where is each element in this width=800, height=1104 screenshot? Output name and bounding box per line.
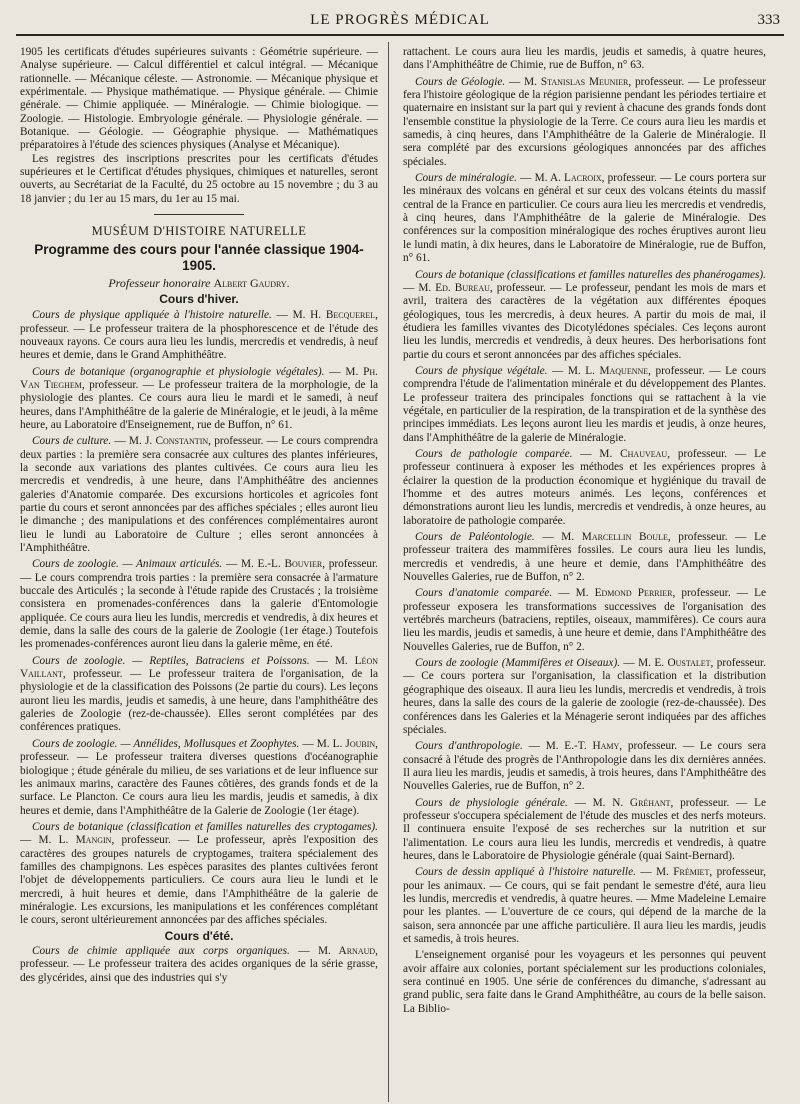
course-text: professeur. — Le professeur traitera diverses questions d'océanographie biologique ; étude générale du milieu, de ses variations et de leur influence sur les animaux marins, caractère des Faunes côtières, des grands fonds et de la surface. Le Plancton. Ce cours aura lieu les mardis, jeudis et samedis, à dix heures et demie, dans l'Amphithéâtre de la Galerie de Zoologie (1er étage).	[20, 751, 378, 817]
page-header	[16, 8, 784, 36]
course-professor: M. Ph. Van Tieghem,	[20, 365, 379, 391]
course-text: professeur. — Le cours portera sur les minéraux des volcans en général et sur ceux des volcans éteints du massif central de la France en particulier. Ce cours aura lieu les mercredis et vendredis, à cinq heures, dans l'Amphithéâtre de la galerie de Minéralogie. Des conférences sur la composition minéralogique des roches éruptives auront lieu le lundi matin, à dix heures, dans le Laboratoire de Minéralogie, rue de Buffon, n° 61.	[403, 172, 766, 265]
course-title: Cours de physique appliquée à l'histoire naturelle.	[32, 309, 272, 322]
course-professor: M. H. Becquerel,	[292, 309, 378, 322]
course-entry: Cours de zoologie. — Animaux articulés. — M. E.-L. Bouvier, professeur. — Le cours comprendra trois parties : la première sera consacrée à l'armature buccale des Articulés ; la seconde à l'étude rapide des Crustacés ; la troisième consistera en promenades-conférences dans la galerie d'Entomologie appliquée. Ce cours aura lieu les lundis, mercredis et vendredis, à dix heures et demie, dans la salle des cours de la galerie de Zoologie (1er étage.) Toutefois les promenades-conférences auront lieu dans la galerie même, en été.	[20, 558, 378, 651]
course-text: professeur. — Le professeur traitera de la morphologie, de la physiologie des plantes. Ce cours aura lieu le mardi et le samedi, à neuf heures, dans l'Amphithéâtre de la galerie de Minéralogie, et le jeudi, à la même heure, au Laboratoire d'Enseignement, rue de Buffon, n° 61.	[20, 378, 378, 431]
section-divider	[154, 214, 244, 215]
course-professor: M. L. Joubin,	[316, 737, 378, 750]
course-entry: Cours de Géologie. — M. Stanislas Meunier, professeur. — Le professeur fera l'histoire géologique de la région parisienne pendant les périodes tertiaire et quaternaire en insistant sur la part qui y revient à chacune des grands fonds dont l'ensemble constitue la physiologie de la Terre. Ce cours aura lieu les mardis et samedis, à cinq heures, dans l'Amphithéâtre de la Galerie de Minéralogie. Il sera complété par des excursions géologiques annoncées par des affiches spéciales.	[403, 75, 766, 168]
course-professor: M. Ed. Bureau,	[418, 281, 493, 294]
course-text: professeur, pour les animaux. — Ce cours, qui se fait pendant le semestre d'été, aura lieu les lundis, mercredis et vendredis, à quatre heures. — Mme Madeleine Lemaire pour les plantes. — L'ouverture de ce cours, qui dépend de la marche de la saison, sera annoncée par une affiche particulière. Il aura lieu les mardis, jeudis et samedis, à trois heures.	[403, 866, 767, 945]
honorary-professor	[20, 277, 378, 290]
course-text: professeur. — Ce cours portera sur l'organisation, la classification et la distribution géographique des oiseaux. Il aura lieu les lundis, mercredis et vendredis, à trois heures, dans la salle des cours de la galerie de zoologie (rez-de-chaussée). Des conférences dans les Galeries et la Ménagerie seront indiquées par des affiches spéciales.	[403, 657, 767, 736]
course-title: Cours de zoologie (Mammifères et Oiseaux).	[415, 657, 621, 670]
course-professor: M. L. Mangin,	[38, 834, 115, 847]
course-entry: Cours de zoologie. — Annélides, Mollusques et Zoophytes. — M. L. Joubin, professeur. — Le professeur traitera diverses questions d'océanographie biologique ; étude générale du milieu, de ses variations et de leur influence sur les animaux marins, caractère des Faunes côtières, des grands fonds et de la surface. Le Plancton. Ce cours aura lieu les mardis, jeudis et samedis, à dix heures et demie, dans l'Amphithéâtre de la Galerie de Zoologie (1er étage).	[20, 737, 378, 817]
closing-paragraph: L'enseignement organisé pour les voyageurs et les personnes qui peuvent avoir affaire aux colonies, portant spécialement sur les productions coloniales, sera continué en 1905. Une série de conférences du dimanche, s'adressant au grand public, sera faite dans le Grand Amphithéâtre, au cours de la belle saison. La Biblio-	[403, 949, 766, 1015]
course-professor: M. J. Constantin,	[128, 435, 211, 448]
course-title: Cours de pathologie comparée.	[415, 447, 573, 460]
honorary-name: Albert Gaudry.	[213, 276, 290, 291]
winter-course-list	[20, 309, 378, 927]
course-title: Cours de botanique (classifications et familles naturelles des phanérogames).	[415, 268, 766, 281]
course-entry: Cours de botanique (organographie et physiologie végétales). — M. Ph. Van Tieghem, professeur. — Le professeur traitera de la morphologie, de la physiologie des plantes. Ce cours aura lieu le mardi et le samedi, à neuf heures, dans l'Amphithéâtre de la galerie de Minéralogie, et le jeudi, à la même heure, au Laboratoire d'Enseignement, rue de Buffon, n° 61.	[20, 365, 379, 431]
program-title: Programme des cours pour l'année classique 1904-1905.	[34, 242, 364, 274]
course-professor: M. E.-L. Bouvier,	[240, 558, 326, 571]
course-title: Cours de Géologie.	[415, 75, 506, 88]
course-title: Cours de botanique (organographie et physiologie végétales).	[32, 365, 325, 378]
course-entry: Cours de physiologie générale. — M. N. Gréhant, professeur. — Le professeur s'occupera spécialement de l'étude des muscles et des nerfs moteurs. Il continuera ensuite l'exposé de ses recherches sur la nutrition et sur l'alimentation. Le cours aura lieu les lundis, mercredis et vendredis, à quatre heures, dans le Laboratoire de Physiologie générale (quai Saint-Bernard).	[403, 796, 766, 862]
left-column	[20, 46, 378, 985]
course-professor: M. Frémiet,	[656, 866, 713, 879]
course-professor: M. Edmond Perrier,	[575, 587, 676, 600]
summer-heading: Cours d'été.	[164, 928, 234, 943]
course-professor: M. A. Lacroix,	[534, 172, 605, 185]
course-text: professeur. — Le professeur s'occupera spécialement de l'étude des muscles et des nerfs moteurs. Il continuera ensuite l'exposé de ses recherches sur la nutrition et sur l'alimentation. Le cours aura lieu les lundis, mercredis et vendredis, à quatre heures, dans le Laboratoire de Physiologie générale (quai Saint-Bernard).	[403, 796, 766, 862]
course-text: professeur. — Le cours comprendra trois parties : la première sera consacrée à l'armature buccale des Articulés ; la seconde à l'étude rapide des Crustacés ; la troisième consistera en promenades-conférences dans la galerie d'Entomologie appliquée. Ce cours aura lieu les lundis, mercredis et vendredis, à dix heures et demie, dans la salle des cours de la galerie de Zoologie (1er étage.) Toutefois les promenades-conférences auront lieu dans la galerie même, en été.	[20, 558, 378, 651]
course-entry: Cours d'anthropologie. — M. E.-T. Hamy, professeur. — Le cours sera consacré à l'étude des progrès de l'Anthropologie dans les dix dernières années. Il aura lieu les mardis, jeudis et samedis, à trois heures, dans l'Amphithéâtre des Nouvelles Galeries, rue de Buffon, n° 2.	[403, 740, 767, 793]
course-entry: Cours de botanique (classifications et familles naturelles des phanérogames). — M. Ed. Bureau, professeur. — Le professeur, pendant les mois de mars et avril, traitera des caractères de la végétation aux différentes époques géologiques, tous les mercredis, à deux heures. A partir du mois de mai, il étudiera les familles vivantes des Dicotylédones spéciales. Ces leçons auront lieu les lundis, mercredis et vendredis, à deux heures. Des herborisations font partie du cours et seront annoncées par des affiches spéciales.	[403, 268, 767, 361]
course-text: professeur. — Le professeur traitera de la phosphorescence et de l'étude des nouveaux rayons. Ce cours aura lieu les lundis, mercredis et vendredis, à neuf heures et demie, dans le Grand Amphithéâtre.	[20, 322, 378, 362]
page-number: 333	[757, 12, 780, 28]
journal-title: LE PROGRÈS MÉDICAL	[310, 12, 490, 28]
column-divider	[388, 42, 389, 1102]
course-title: Cours de physiologie générale.	[415, 796, 568, 809]
course-professor: M. E.-T. Hamy,	[545, 740, 623, 753]
certificates-paragraph: 1905 les certificats d'études supérieures suivants : Géométrie supérieure. — Analyse supérieure. — Calcul différentiel et calcul intégral. — Mécanique rationnelle. — Mécanique céleste. — Astronomie. — Mécanique physique et expérimentale. — Physique mathématique. — Physique générale. — Chimie générale. — Chimie appliquée. — Minéralogie. — Chimie biologique. — Zoologie. — Histologie. Embryologie générale. — Physiologie générale. — Botanique. — Géologie. — Géographie physique. — Mathématiques préparatoires à l'étude des sciences physiques (Analyse et Mécanique).	[20, 46, 378, 152]
course-professor: M. Léon Vaillant,	[20, 654, 378, 681]
course-entry: Cours de zoologie. — Reptiles, Batraciens et Poissons. — M. Léon Vaillant, professeur. — Le professeur traitera de l'organisation, de la physiologie et de la classification des Poissons (2e partie du cours). Les leçons auront lieu les mardis, jeudis et samedis, à une heure, dans l'amphithéâtre des galeries de Zoologie (rez-de-chaussée). Elles seront complétées par des conférences pratiques.	[20, 654, 378, 734]
course-entry: Cours de pathologie comparée. — M. Chauveau, professeur. — Le professeur continuera à exposer les méthodes et les expériences propres à éclairer la question de la production économique et hygiénique du travail de l'homme et des autres moteurs animés. Les leçons, conférences et démonstrations auront lieu les lundis, mercredis et vendredis, à onze heures, au laboratoire de pathologie comparée.	[403, 447, 766, 527]
course-text: professeur. — Le professeur traitera des acides organiques de la série grasse, des glycérides, ainsi que des industries qui s'y	[20, 958, 378, 984]
course-title: Cours d'anatomie comparée.	[415, 587, 553, 600]
course-title: Cours de botanique (classification et familles naturelles des cryptogames).	[32, 820, 378, 833]
course-text: professeur. — Le professeur traitera de l'organisation, de la physiologie et de la classification des Poissons (2e partie du cours). Les leçons auront lieu les mardis, jeudis et samedis, à une heure, dans l'amphithéâtre des galeries de Zoologie (rez-de-chaussée). Elles seront complétées par des conférences pratiques.	[20, 668, 378, 734]
course-title: Cours d'anthropologie.	[415, 740, 523, 753]
course-text: professeur. — Le professeur traitera des mammifères fossiles. Le cours aura lieu les lundis, mercredis et vendredis, à une heure et demie, dans l'Amphithéâtre des Nouvelles Galeries, rue de Buffon, n° 2.	[403, 531, 766, 584]
course-title: Cours de zoologie. — Animaux articulés.	[32, 558, 223, 571]
winter-heading: Cours d'hiver.	[159, 291, 239, 306]
course-text: professeur. — Le professeur continuera à exposer les méthodes et les expériences propres à éclairer la question de la production économique et hygiénique du travail de l'homme et des autres moteurs animés. Les leçons, conférences et démonstrations auront lieu les lundis, mercredis et vendredis, à onze heures, au laboratoire de pathologie comparée.	[403, 447, 766, 527]
course-text: professeur. — Le professeur exposera les transformations successives de l'organisation des vertébrés marcheurs (batraciens, reptiles, oiseaux, mammifères). Ce cours aura lieu les mardis, jeudis et samedis, à une heure et demie, dans l'Amphithéâtre des Nouvelles Galeries, rue de Buffon, n° 2.	[403, 587, 766, 653]
continuation-paragraph: rattachent. Le cours aura lieu les mardis, jeudis et samedis, à quatre heures, dans l'Amphithéâtre de Chimie, rue de Buffon, n° 63.	[403, 46, 766, 72]
course-title: Cours de zoologie. — Reptiles, Batraciens et Poissons.	[32, 654, 310, 667]
course-entry: Cours de dessin appliqué à l'histoire naturelle. — M. Frémiet, professeur, pour les animaux. — Ce cours, qui se fait pendant le semestre d'été, aura lieu les lundis, mercredis et vendredis, à quatre heures. — Mme Madeleine Lemaire pour les plantes. — L'ouverture de ce cours, qui dépend de la marche de la saison, sera annoncée par une affiche particulière. Il aura lieu les mardis, jeudis et samedis, à trois heures.	[403, 866, 767, 945]
course-entry: Cours de botanique (classification et familles naturelles des cryptogames). — M. L. Mangin, professeur. — Le professeur, après l'exposition des caractères des groupes naturels de cryptogames, traitera spécialement des familles des champignons. Les espèces parasites des plantes cultivées feront l'objet de développements particuliers. Ce cours aura lieu le lundi et le mercredi, à huit heures et demie, dans l'Amphithéâtre de la galerie de minéralogie. Les excursions, les manipulations et les conférences complétant le cours, seront ultérieurement annoncées par des affiches spéciales.	[20, 820, 379, 927]
course-professor: M. L. Maquenne,	[567, 364, 651, 377]
course-professor: M. N. Gréhant,	[592, 796, 674, 809]
course-professor: M. Stanislas Meunier,	[524, 75, 632, 88]
course-title: Cours de minéralogie.	[415, 172, 517, 185]
course-professor: M. Marcellin Boule,	[561, 531, 671, 544]
course-entry: Cours d'anatomie comparée. — M. Edmond Perrier, professeur. — Le professeur exposera les transformations successives de l'organisation des vertébrés marcheurs (batraciens, reptiles, oiseaux, mammifères). Ce cours aura lieu les mardis, jeudis et samedis, à une heure et demie, dans l'Amphithéâtre des Nouvelles Galeries, rue de Buffon, n° 2.	[403, 587, 766, 653]
museum-heading: MUSÉUM D'HISTOIRE NATURELLE	[91, 224, 307, 239]
course-entry: Cours de zoologie (Mammifères et Oiseaux). — M. E. Oustalet, professeur. — Ce cours portera sur l'organisation, la classification et la distribution géographique des oiseaux. Il aura lieu les lundis, mercredis et vendredis, à trois heures, dans la salle des cours de la galerie de zoologie (rez-de-chaussée). Des conférences dans les Galeries et la Ménagerie seront indiquées par des affiches spéciales.	[403, 657, 767, 736]
registration-paragraph: Les registres des inscriptions prescrites pour les certificats d'études supérieures et le Certificat d'études physiques, chimiques et naturelles, seront ouverts, au Secrétariat de la Faculté, du 25 octobre au 15 novembre ; du 3 au 18 janvier ; du 1er au 15 mars, du 1er au 15 mai.	[20, 152, 378, 205]
right-course-list	[403, 76, 766, 947]
right-column	[403, 46, 766, 1016]
honorary-label: Professeur honoraire	[108, 276, 211, 291]
course-entry: Cours de culture. — M. J. Constantin, professeur. — Le cours comprendra deux parties : la première sera consacrée aux cultures des plantes inférieures, la seconde aux variations des plantes cultivées. Ce cours aura lieu les mercredis et vendredis, à une heure, dans l'Amphithéâtre des anciennes galeries d'Anatomie comparée. Des excursions horticoles et agricoles font partie du cours et seront annoncées par des affiches spéciales ; elles auront lieu le dimanche ; des manipulations et des conférences complémentaires auront lieu le lundi au Laboratoire de Culture ; elles seront annoncées à l'Amphithéâtre.	[20, 435, 378, 554]
course-entry: Cours de physique appliquée à l'histoire naturelle. — M. H. Becquerel, professeur. — Le professeur traitera de la phosphorescence et de l'étude des nouveaux rayons. Ce cours aura lieu les lundis, mercredis et vendredis, à neuf heures et demie, dans le Grand Amphithéâtre.	[20, 309, 378, 362]
course-entry: Cours de Paléontologie. — M. Marcellin Boule, professeur. — Le professeur traitera des mammifères fossiles. Le cours aura lieu les lundis, mercredis et vendredis, à une heure et demie, dans l'Amphithéâtre des Nouvelles Galeries, rue de Buffon, n° 2.	[403, 531, 766, 584]
course-professor: M. E. Oustalet,	[638, 657, 714, 670]
course-title: Cours de dessin appliqué à l'histoire naturelle.	[415, 866, 636, 879]
course-title: Cours de culture.	[32, 435, 112, 448]
course-title: Cours de chimie appliquée aux corps organiques.	[32, 944, 290, 957]
course-text: professeur. — Le professeur, après l'exposition des caractères des groupes naturels de cryptogames, traitera spécialement des familles des champignons. Les espèces parasites des plantes cultivées feront l'objet de développements particuliers. Ce cours aura lieu le lundi et le mercredi, à huit heures et demie, dans l'Amphithéâtre de la galerie de minéralogie. Les excursions, les manipulations et les conférences complétant le cours, seront ultérieurement annoncées par des affiches spéciales.	[20, 834, 379, 927]
course-title: Cours de physique végétale.	[415, 364, 548, 377]
course-text: professeur. — Le professeur fera l'histoire géologique de la région parisienne pendant les périodes tertiaire et quaternaire en insistant sur la part qui y revient à chacune des grands fonds dont l'ensemble constitue la physiologie de la Terre. Ce cours aura lieu les mardis et samedis, à cinq heures, dans l'Amphithéâtre de la Galerie de Minéralogie. Il sera complété par des excursions géologiques annoncées par des affiches spéciales.	[403, 75, 766, 168]
course-text: professeur. — Le professeur, pendant les mois de mars et avril, traitera des caractères de la végétation aux différentes époques géologiques, tous les mercredis, à deux heures. A partir du mois de mai, il étudiera les familles vivantes des Dicotylédones spéciales. Ces leçons auront lieu les lundis, mercredis et vendredis, à deux heures. Des herborisations font partie du cours et seront annoncées par des affiches spéciales.	[403, 281, 767, 361]
course-title: Cours de Paléontologie.	[415, 531, 535, 544]
course-text: professeur. — Le cours comprendra deux parties : la première sera consacrée aux cultures des plantes inférieures, la seconde aux variations des plantes cultivées. Ce cours aura lieu les mercredis et vendredis, à une heure, dans l'Amphithéâtre des anciennes galeries d'Anatomie comparée. Des excursions horticoles et agricoles font partie du cours et seront annoncées par des affiches spéciales ; elles auront lieu le dimanche ; des manipulations et des conférences complémentaires auront lieu le lundi au Laboratoire de Culture ; elles seront annoncées à l'Amphithéâtre.	[20, 435, 378, 554]
course-text: professeur. — Le cours comprendra l'étude de l'alimentation minérale et du développement des Plantes. Le professeur traitera des principales fonctions qui se rattachent à la vie végétale, en particulier de la respiration, de la transpiration et de la synthèse des principes immédiats. Les leçons auront lieu les mardis et jeudis, à onze heures, dans l'Amphithéâtre de la galerie de Minéralogie.	[403, 364, 767, 444]
course-text: professeur. — Le cours sera consacré à l'étude des progrès de l'Anthropologie dans les dix dernières années. Il aura lieu les mardis, jeudis et samedis, à trois heures, dans l'Amphithéâtre des Nouvelles Galeries, rue de Buffon, n° 2.	[403, 740, 767, 793]
course-entry: Cours de physique végétale. — M. L. Maquenne, professeur. — Le cours comprendra l'étude de l'alimentation minérale et du développement des Plantes. Le professeur traitera des principales fonctions qui se rattachent à la vie végétale, en particulier de la respiration, de la transpiration et de la synthèse des principes immédiats. Les leçons auront lieu les mardis et jeudis, à onze heures, dans l'Amphithéâtre de la galerie de Minéralogie.	[403, 364, 767, 444]
course-entry: Cours de minéralogie. — M. A. Lacroix, professeur. — Le cours portera sur les minéraux des volcans en général et sur ceux des volcans éteints du massif central de la France en particulier. Ce cours aura lieu les mercredis et vendredis, à cinq heures, dans l'Amphithéâtre de la galerie de Minéralogie. Des conférences sur la composition minéralogique des roches éruptives auront lieu le lundi matin, à dix heures, dans le Laboratoire de Minéralogie, rue de Buffon, n° 61.	[403, 172, 766, 265]
course-professor: M. Chauveau,	[599, 447, 671, 460]
course-title: Cours de zoologie. — Annélides, Mollusques et Zoophytes.	[32, 737, 300, 750]
course-entry: Cours de chimie appliquée aux corps organiques. — M. Arnaud, professeur. — Le professeur traitera des acides organiques de la série grasse, des glycérides, ainsi que des industries qui s'y	[20, 944, 378, 984]
course-professor: M. Arnaud,	[317, 944, 378, 957]
